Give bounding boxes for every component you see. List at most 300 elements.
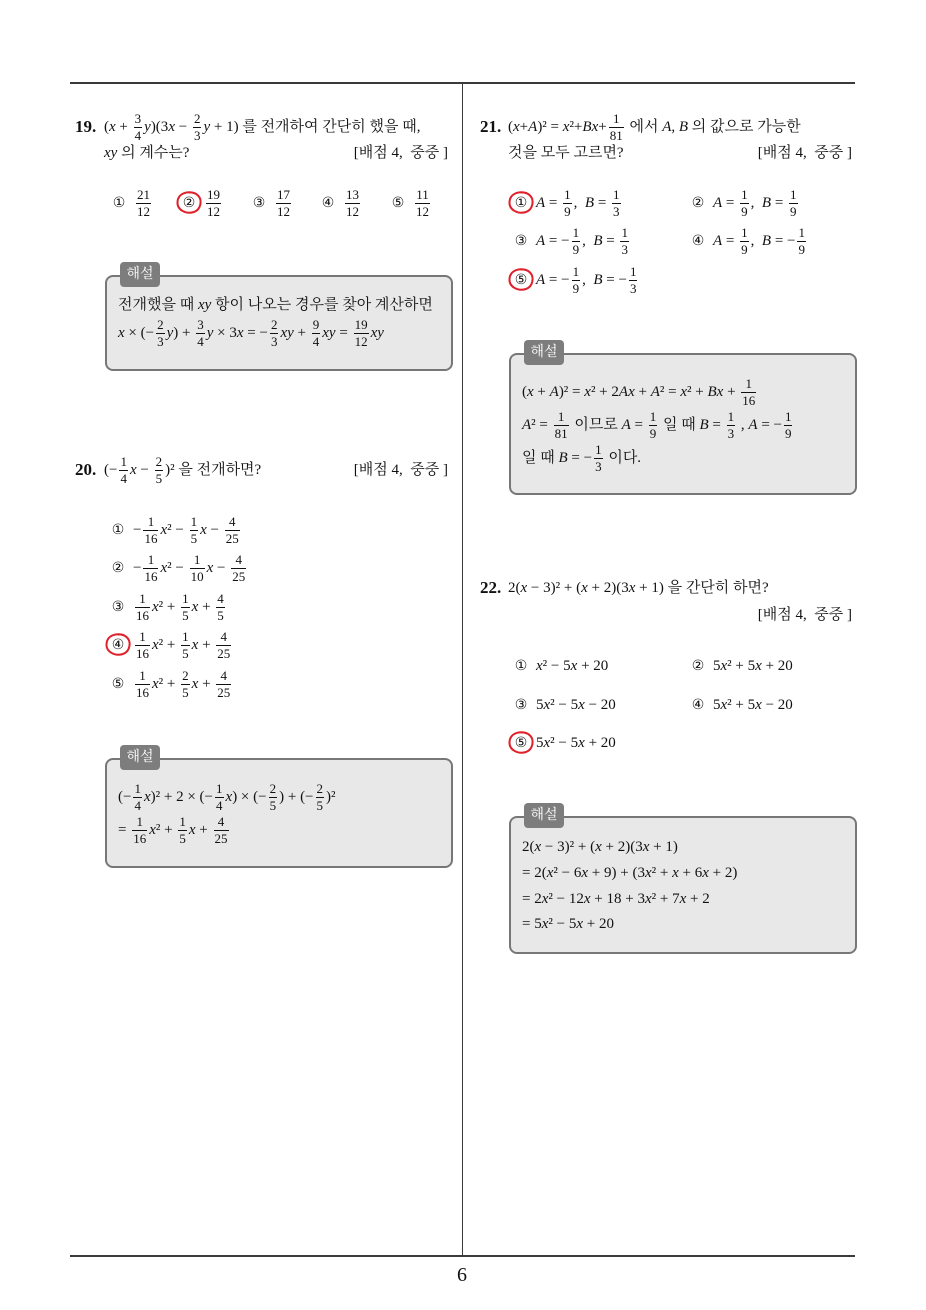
fraction — [136, 188, 151, 219]
choice-5 — [390, 185, 432, 221]
answer-circle-mark — [103, 631, 133, 659]
fraction-denominator: 12 — [354, 334, 368, 350]
column-divider — [462, 83, 463, 1256]
math-variable: x — [543, 735, 551, 751]
choice-4 — [320, 185, 362, 221]
math-variable: x — [543, 697, 551, 713]
fraction — [620, 226, 629, 257]
fraction — [215, 782, 224, 813]
math-variable: x — [672, 865, 679, 881]
solution-line: 전개했을 때 xy 항이 나오는 경우를 찾아 계산하면 — [118, 297, 433, 313]
fraction — [135, 630, 150, 661]
math-variable: x — [644, 891, 652, 907]
choice-2 — [690, 185, 800, 221]
choice-expression: $\frac{1}{16}$ x² + $\frac{2}{5}$ x + $\frac{4}{25}$ — [136, 668, 231, 701]
fraction-numerator: 4 — [216, 630, 231, 646]
fraction-numerator: 1 — [135, 669, 150, 685]
fraction-denominator: 16 — [144, 569, 158, 585]
fraction — [563, 188, 572, 219]
math-variable: x — [644, 865, 652, 881]
fraction — [225, 515, 240, 546]
choice-5 — [110, 666, 233, 702]
fraction — [216, 669, 231, 700]
math-variable: A — [549, 384, 559, 400]
fraction-numerator: 2 — [182, 668, 189, 684]
math-variable: B — [761, 233, 772, 249]
fraction-denominator: 3 — [157, 334, 164, 350]
math-variable: A — [536, 233, 546, 249]
choice-2 — [110, 550, 248, 586]
fraction — [143, 553, 158, 584]
fraction — [316, 782, 325, 813]
math-variable: x — [152, 599, 159, 615]
fraction-numerator: 1 — [179, 814, 186, 830]
fraction-denominator: 16 — [136, 646, 149, 662]
problem-stem-line: (x + $\frac{3}{4}$ y)(3x − $\frac{2}{3}$ y + 1) 를 전개하여 간단히 했을 때, — [104, 111, 421, 144]
math-variable: x — [578, 735, 585, 751]
choice-3 — [251, 185, 293, 221]
math-variable: x — [570, 658, 578, 674]
fraction — [216, 630, 231, 661]
fraction-numerator: 4 — [216, 669, 231, 685]
choice-marker: ⑤ — [111, 676, 125, 692]
math-variable: A — [536, 195, 546, 211]
fraction — [554, 410, 569, 441]
fraction-denominator: 4 — [134, 128, 142, 144]
math-variable: x — [109, 119, 116, 135]
solution-line: A² = $\frac{1}{81}$ 이므로 A = $\frac{1}{9}$ 일 때 B = $\frac{1}{3}$ , A = − $\frac{1}{9}$ — [522, 409, 792, 442]
choice-expression: A = $\frac{1}{9}$ , B = $\frac{1}{9}$ — [713, 187, 797, 220]
fraction-numerator: 1 — [182, 629, 189, 645]
math-variable: x — [206, 560, 214, 576]
fraction-denominator: 9 — [564, 204, 571, 220]
choice-expression: 5x² + 5x + 20 — [713, 658, 793, 674]
fraction — [270, 318, 279, 349]
fraction — [649, 410, 658, 441]
choice-marker: ① — [514, 658, 528, 674]
score-label: [배점 4, 중중 ] — [757, 607, 852, 623]
fraction-denominator: 5 — [217, 608, 224, 624]
fraction-numerator: 1 — [649, 409, 657, 425]
answer-circle-mark — [174, 189, 204, 217]
math-variable: x — [191, 599, 199, 615]
solution-line: (− $\frac{1}{4}$ x)² + 2 × (− $\frac{1}{4}$ x) × (− $\frac{2}{5}$ ) + (− $\frac{2}{5}$ )² — [118, 781, 336, 814]
fraction-numerator: 1 — [784, 409, 792, 425]
solution-tab: 해설 — [120, 262, 160, 287]
solution-line: = 5x² − 5x + 20 — [522, 916, 614, 932]
math-variable: x — [129, 462, 137, 478]
choice-expression: $\frac{1}{16}$ x² + $\frac{1}{5}$ x + $\frac{4}{25}$ — [136, 629, 231, 662]
fraction — [572, 226, 581, 257]
choice-3 — [110, 589, 227, 625]
choice-marker: ④ — [691, 697, 705, 713]
math-variable: x — [534, 839, 542, 855]
fraction — [740, 226, 749, 257]
math-variable: A — [536, 272, 546, 288]
fraction — [789, 188, 798, 219]
choice-2 — [181, 185, 223, 221]
fraction-denominator: 10 — [190, 569, 204, 585]
math-variable: A — [650, 384, 660, 400]
solution-box — [105, 749, 453, 868]
answer-circle-stroke — [509, 732, 532, 752]
choice-4 — [690, 687, 793, 723]
math-variable: x — [160, 522, 168, 538]
fraction-denominator: 4 — [216, 798, 223, 814]
fraction — [196, 318, 205, 349]
choice-3 — [513, 687, 616, 723]
math-variable: x — [720, 658, 728, 674]
score-label: [배점 4, 중중 ] — [353, 145, 448, 161]
fraction — [797, 226, 806, 257]
math-variable: A — [748, 417, 758, 433]
math-variable: x — [702, 865, 709, 881]
fraction — [181, 630, 190, 661]
fraction-numerator: 1 — [572, 225, 580, 241]
choice-marker: ② — [111, 560, 125, 576]
math-variable: Bx — [582, 119, 599, 135]
fraction — [133, 782, 142, 813]
choice-expression: A = $\frac{1}{9}$ , B = $\frac{1}{3}$ — [536, 187, 620, 220]
fraction-denominator: 5 — [316, 798, 324, 814]
fraction-numerator: 2 — [157, 317, 164, 333]
choice-marker: ① — [513, 185, 529, 221]
fraction-numerator: 4 — [231, 553, 246, 569]
fraction-numerator: 1 — [135, 630, 150, 646]
math-variable: B — [558, 450, 568, 466]
fraction — [612, 188, 621, 219]
choice-marker: ④ — [110, 627, 126, 663]
fraction — [740, 188, 749, 219]
fraction-numerator: 1 — [134, 781, 141, 797]
solution-tab: 해설 — [524, 803, 564, 828]
fraction-numerator: 1 — [143, 553, 158, 569]
fraction-denominator: 5 — [182, 646, 189, 662]
choice-1 — [110, 512, 242, 548]
choice-expression: A = $\frac{1}{9}$ , B = − $\frac{1}{9}$ — [713, 225, 805, 258]
math-variable: x — [720, 697, 728, 713]
fraction — [190, 515, 199, 546]
fraction-numerator: 21 — [137, 187, 150, 203]
problem-stem-line: xy 의 계수는? — [104, 145, 190, 161]
fraction-numerator: 2 — [270, 317, 278, 333]
math-variable: x — [191, 676, 199, 692]
choice-expression — [134, 187, 153, 220]
problem-stem-line: (− $\frac{1}{4}$ x − $\frac{2}{5}$ )² 을 전개하면? — [104, 454, 262, 487]
math-variable: x — [149, 822, 156, 838]
fraction-denominator: 9 — [741, 242, 748, 258]
math-variable: A — [713, 233, 723, 249]
choice-marker: ③ — [111, 599, 125, 615]
fraction-denominator: 25 — [225, 531, 239, 547]
fraction-denominator: 9 — [741, 204, 748, 220]
choice-expression — [343, 187, 362, 220]
fraction — [276, 188, 291, 219]
math-variable: A — [522, 417, 532, 433]
math-variable: x — [581, 580, 588, 596]
fraction — [178, 815, 187, 846]
fraction-numerator: 4 — [217, 591, 224, 607]
fraction-numerator: 1 — [182, 591, 189, 607]
choice-expression: x² − 5x + 20 — [536, 658, 609, 674]
fraction-denominator: 5 — [155, 471, 163, 487]
answer-circle-mark — [506, 189, 536, 217]
math-variable: x — [143, 789, 151, 805]
fraction-denominator: 12 — [277, 204, 290, 220]
math-variable: x — [562, 119, 570, 135]
fraction-numerator: 1 — [727, 409, 735, 425]
fraction-denominator: 3 — [621, 242, 628, 258]
choice-expression: − $\frac{1}{16}$ x² − $\frac{1}{10}$ x − $\frac{4}{25}$ — [133, 552, 246, 585]
solution-tab: 해설 — [524, 340, 564, 365]
math-variable: x — [578, 697, 585, 713]
fraction — [181, 669, 190, 700]
math-variable: x — [200, 522, 207, 538]
math-variable: x — [679, 891, 687, 907]
math-variable: B — [593, 233, 603, 249]
choice-marker: ③ — [514, 697, 528, 713]
math-variable: x — [541, 891, 549, 907]
math-variable: x — [527, 384, 534, 400]
fraction-denominator: 9 — [649, 426, 657, 442]
math-variable: B — [678, 119, 689, 135]
math-variable: xy — [104, 145, 118, 161]
fraction-denominator: 9 — [784, 426, 792, 442]
math-variable: x — [755, 697, 762, 713]
math-variable: x — [520, 580, 528, 596]
solution-line: = $\frac{1}{16}$ x² + $\frac{1}{5}$ x + $\frac{4}{25}$ — [118, 814, 228, 847]
choice-4 — [110, 627, 233, 663]
fraction-numerator: 1 — [798, 225, 805, 241]
math-variable: y — [206, 325, 214, 341]
fraction-numerator: 11 — [416, 187, 429, 203]
fraction-denominator: 12 — [137, 204, 150, 220]
math-variable: A — [662, 119, 672, 135]
fraction — [741, 377, 756, 408]
choice-marker: ⑤ — [513, 262, 529, 298]
fraction-numerator: 1 — [132, 815, 147, 831]
solution-box — [509, 344, 857, 495]
choice-2 — [690, 648, 793, 684]
fraction-denominator: 16 — [133, 831, 147, 847]
fraction-denominator: 4 — [312, 334, 320, 350]
fraction — [415, 188, 430, 219]
fraction-denominator: 3 — [193, 128, 201, 144]
choice-marker: ④ — [691, 233, 705, 249]
math-variable: x — [513, 119, 520, 135]
fraction-numerator: 1 — [621, 225, 628, 241]
answer-circle-stroke — [509, 269, 532, 289]
math-variable: x — [584, 384, 591, 400]
fraction-numerator: 1 — [613, 187, 620, 203]
fraction-denominator: 9 — [798, 242, 805, 258]
problem-number: 20. — [75, 460, 97, 479]
fraction — [312, 318, 321, 349]
fraction-numerator: 4 — [225, 515, 240, 531]
answer-circle-stroke — [509, 192, 532, 212]
fraction-denominator: 81 — [554, 426, 568, 442]
fraction-numerator: 1 — [120, 454, 127, 470]
fraction-denominator: 4 — [120, 471, 127, 487]
fraction — [784, 410, 793, 441]
fraction-denominator: 25 — [217, 646, 231, 662]
math-variable: A — [621, 417, 631, 433]
math-variable: B — [593, 272, 603, 288]
fraction-denominator: 4 — [197, 334, 204, 350]
fraction — [216, 592, 225, 623]
math-variable: x — [536, 658, 543, 674]
fraction — [629, 265, 638, 296]
fraction-numerator: 13 — [346, 187, 359, 203]
fraction-numerator: 1 — [629, 264, 637, 280]
choice-marker: ① — [112, 195, 126, 211]
answer-circle-stroke — [106, 634, 129, 654]
math-variable: x — [628, 580, 636, 596]
fraction — [206, 188, 221, 219]
math-variable: x — [152, 637, 159, 653]
solution-line: = 2x² − 12x + 18 + 3x² + 7x + 2 — [522, 891, 710, 907]
choice-expression — [204, 187, 223, 220]
fraction-numerator: 1 — [216, 781, 223, 797]
math-variable: Ax — [618, 384, 635, 400]
fraction — [214, 815, 229, 846]
choice-1 — [513, 185, 623, 221]
choice-expression: A = − $\frac{1}{9}$ , B = $\frac{1}{3}$ — [536, 225, 628, 258]
answer-circle-mark — [506, 729, 536, 757]
fraction-denominator: 12 — [416, 204, 429, 220]
fraction — [135, 669, 150, 700]
fraction — [132, 815, 147, 846]
math-variable: xy — [197, 297, 212, 313]
choice-marker: ③ — [514, 233, 528, 249]
page-number: 6 — [457, 1264, 467, 1286]
choice-marker: ② — [181, 185, 197, 221]
fraction — [727, 410, 736, 441]
choice-expression: 5x² − 5x − 20 — [536, 697, 616, 713]
fraction-denominator: 5 — [182, 608, 189, 624]
fraction-denominator: 4 — [134, 798, 141, 814]
problem-stem-line: 것을 모두 고르면? — [508, 145, 624, 161]
math-variable: x — [118, 325, 125, 341]
fraction-denominator: 16 — [742, 393, 756, 409]
fraction-denominator: 16 — [136, 608, 149, 624]
fraction-numerator: 1 — [135, 592, 150, 608]
choice-expression: $\frac{1}{16}$ x² + $\frac{1}{5}$ x + $\frac{4}{5}$ — [136, 591, 224, 624]
fraction-denominator: 81 — [609, 128, 623, 144]
problem-number: 22. — [480, 578, 502, 597]
solution-tab: 해설 — [120, 745, 160, 770]
fraction-numerator: 2 — [316, 781, 324, 797]
bottom-rule — [70, 1255, 855, 1257]
math-variable: x — [168, 119, 175, 135]
fraction — [594, 443, 603, 474]
math-variable: x — [152, 676, 159, 692]
fraction-numerator: 1 — [564, 187, 571, 203]
math-variable: Bx — [707, 384, 724, 400]
fraction-denominator: 5 — [179, 831, 186, 847]
choice-marker: ⑤ — [391, 195, 405, 211]
fraction-denominator: 5 — [190, 531, 198, 547]
choice-expression — [413, 187, 432, 220]
fraction-numerator: 1 — [143, 515, 158, 531]
fraction — [155, 455, 164, 486]
fraction — [231, 553, 246, 584]
choice-expression: 5x² − 5x + 20 — [536, 735, 616, 751]
choice-5 — [513, 262, 639, 298]
choice-1 — [111, 185, 153, 221]
math-variable: x — [160, 560, 168, 576]
fraction-numerator: 1 — [190, 553, 205, 569]
fraction — [119, 455, 128, 486]
math-variable: x — [595, 839, 602, 855]
fraction-denominator: 5 — [182, 685, 189, 701]
fraction-denominator: 5 — [269, 798, 277, 814]
fraction-denominator: 9 — [790, 204, 797, 220]
fraction-numerator: 17 — [277, 187, 290, 203]
solution-line: = 2(x² − 6x + 9) + (3x² + x + 6x + 2) — [522, 865, 738, 881]
math-variable: x — [191, 637, 199, 653]
fraction-numerator: 1 — [790, 187, 797, 203]
fraction — [345, 188, 360, 219]
fraction-numerator: 1 — [595, 442, 602, 458]
math-variable: B — [761, 195, 772, 211]
answer-circle-stroke — [177, 192, 200, 212]
fraction-denominator: 9 — [572, 281, 580, 297]
fraction-denominator: 25 — [217, 685, 231, 701]
choice-marker: ④ — [321, 195, 335, 211]
solution-line: (x + A)² = x² + 2Ax + A² = x² + Bx + $\frac{1}{16}$ — [522, 376, 756, 409]
math-variable: x — [546, 865, 554, 881]
choice-marker: ① — [111, 522, 125, 538]
solution-box — [105, 266, 453, 371]
score-label: [배점 4, 중중 ] — [353, 462, 448, 478]
fraction-denominator: 3 — [595, 459, 602, 475]
choice-marker: ⑤ — [513, 725, 529, 761]
fraction-numerator: 1 — [741, 225, 748, 241]
fraction-numerator: 19 — [207, 187, 220, 203]
math-variable: y — [203, 119, 211, 135]
problem-number: 21. — [480, 117, 502, 136]
fraction-denominator: 16 — [144, 531, 158, 547]
fraction-denominator: 25 — [232, 569, 246, 585]
math-variable: B — [699, 417, 709, 433]
problem-number: 19. — [75, 117, 97, 136]
fraction — [135, 592, 150, 623]
choice-expression: 5x² + 5x − 20 — [713, 697, 793, 713]
math-variable: x — [680, 384, 688, 400]
choice-1 — [513, 648, 608, 684]
fraction-denominator: 3 — [629, 281, 637, 297]
problem-stem-line: (x+A)² = x²+Bx+ $\frac{1}{81}$ 에서 A, B 의 값으로 가능한 — [508, 111, 801, 144]
fraction-numerator: 4 — [214, 815, 229, 831]
math-variable: x — [188, 822, 196, 838]
choice-expression: A = − $\frac{1}{9}$ , B = − $\frac{1}{3}$ — [536, 264, 637, 297]
math-variable: x — [583, 891, 591, 907]
choice-4 — [690, 223, 808, 259]
math-variable: A — [713, 195, 723, 211]
solution-line: 일 때 B = − $\frac{1}{3}$ 이다. — [522, 442, 642, 475]
math-variable: x — [755, 658, 762, 674]
fraction-numerator: 1 — [741, 187, 748, 203]
math-variable: xy — [370, 325, 384, 341]
score-label: [배점 4, 중중 ] — [757, 145, 852, 161]
fraction-denominator: 12 — [346, 204, 359, 220]
choice-expression — [274, 187, 293, 220]
fraction-numerator: 1 — [190, 514, 198, 530]
choice-3 — [513, 223, 631, 259]
solution-box — [509, 807, 857, 954]
math-variable: x — [541, 916, 549, 932]
